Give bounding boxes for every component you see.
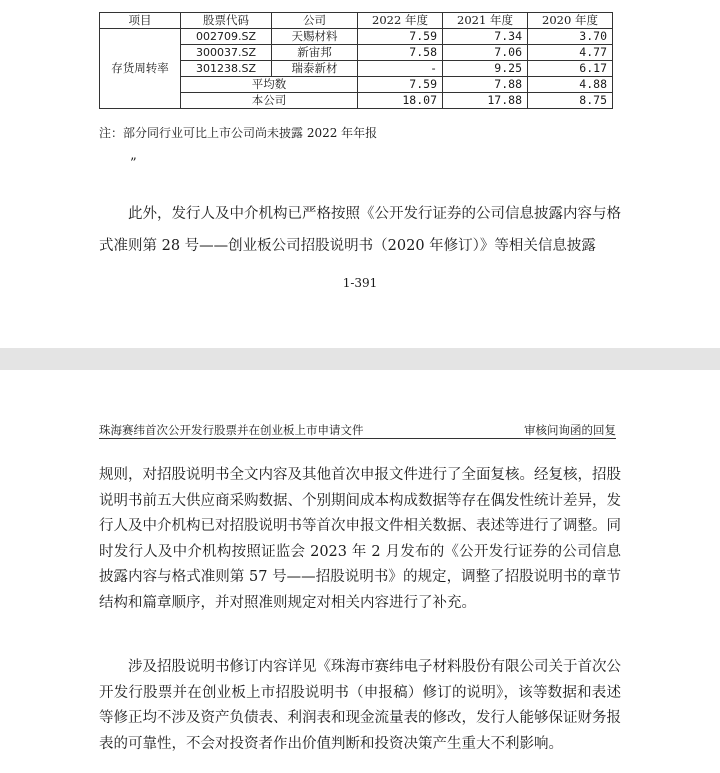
page-separator xyxy=(0,348,720,370)
running-header-section: 审核问询函的回复 xyxy=(524,423,616,437)
cell-2022: - xyxy=(358,61,443,77)
header-2021: 2021 年度 xyxy=(443,13,528,29)
table-row xyxy=(100,29,613,45)
cell-code: 002709.SZ xyxy=(181,29,272,45)
cell-code: 301238.SZ xyxy=(181,61,272,77)
page-number: 1-391 xyxy=(342,276,378,290)
cell-2020: 4.88 xyxy=(528,77,613,93)
cell-2022: 7.59 xyxy=(358,77,443,93)
running-header-title: 珠海赛纬首次公开发行股票并在创业板上市申请文件 xyxy=(99,423,364,437)
paragraph-2: 涉及招股说明书修订内容详见《珠海市赛纬电子材料股份有限公司关于首次公开发行股票并在创业板上市招股说明书（申报稿）修订的说明》，该等数据和表述等修正均不涉及资产负债表、利润表和现金流量表的修改，发行人能够保证财务报表的可靠性，不会对投资者作出价值判断和投资决策产生重大不利影响。 xyxy=(99,659,621,752)
cell-2020: 6.17 xyxy=(528,61,613,77)
cell-company: 天赐材料 xyxy=(272,29,358,45)
cell-2021: 7.88 xyxy=(443,77,528,93)
paragraph-top: 此外，发行人及中介机构已严格按照《公开发行证券的公司信息披露内容与格式准则第 28 号——创业板公司招股说明书（2020 年修订）》等相关信息披露 xyxy=(99,206,621,254)
cell-2021: 7.06 xyxy=(443,45,528,61)
table-header-row xyxy=(100,13,613,29)
cell-2020: 4.77 xyxy=(528,45,613,61)
row-label-inventory-turnover: 存货周转率 xyxy=(100,29,181,109)
cell-2021: 17.88 xyxy=(443,93,528,109)
cell-2021: 9.25 xyxy=(443,61,528,77)
cell-2022: 18.07 xyxy=(358,93,443,109)
inventory-turnover-table xyxy=(99,12,613,109)
cell-2022: 7.59 xyxy=(358,29,443,45)
cell-2020: 3.70 xyxy=(528,29,613,45)
table-note: 注：部分同行业可比上市公司尚未披露 2022 年年报 xyxy=(99,126,378,140)
cell-2022: 7.58 xyxy=(358,45,443,61)
header-2020: 2020 年度 xyxy=(528,13,613,29)
document-page-upper xyxy=(0,0,720,348)
closing-quote: ” xyxy=(130,156,137,171)
cell-company: 瑞泰新材 xyxy=(272,61,358,77)
header-stock-code: 股票代码 xyxy=(181,13,272,29)
cell-company: 新宙邦 xyxy=(272,45,358,61)
header-company: 公司 xyxy=(272,13,358,29)
header-2022: 2022 年度 xyxy=(358,13,443,29)
cell-self-label: 本公司 xyxy=(181,93,358,109)
cell-code: 300037.SZ xyxy=(181,45,272,61)
cell-2021: 7.34 xyxy=(443,29,528,45)
cell-2020: 8.75 xyxy=(528,93,613,109)
cell-average-label: 平均数 xyxy=(181,77,358,93)
header-divider xyxy=(99,438,616,439)
paragraph-1: 规则，对招股说明书全文内容及其他首次申报文件进行了全面复核。经复核，招股说明书前五大供应商采购数据、个别期间成本构成数据等存在偶发性统计差异，发行人及中介机构已对招股说明书等首次申报文件相关数据、表述等进行了调整。同时发行人及中介机构按照证监会 2023 年 2 月发布的《公开发行证券的公司信息披露内容与格式准则第 57 号——招股说明书》的规定，调整了招股说明书的章节结构和篇章顺序，并对照准则规定对相关内容进行了补充。 xyxy=(99,467,621,611)
header-item: 项目 xyxy=(100,13,181,29)
